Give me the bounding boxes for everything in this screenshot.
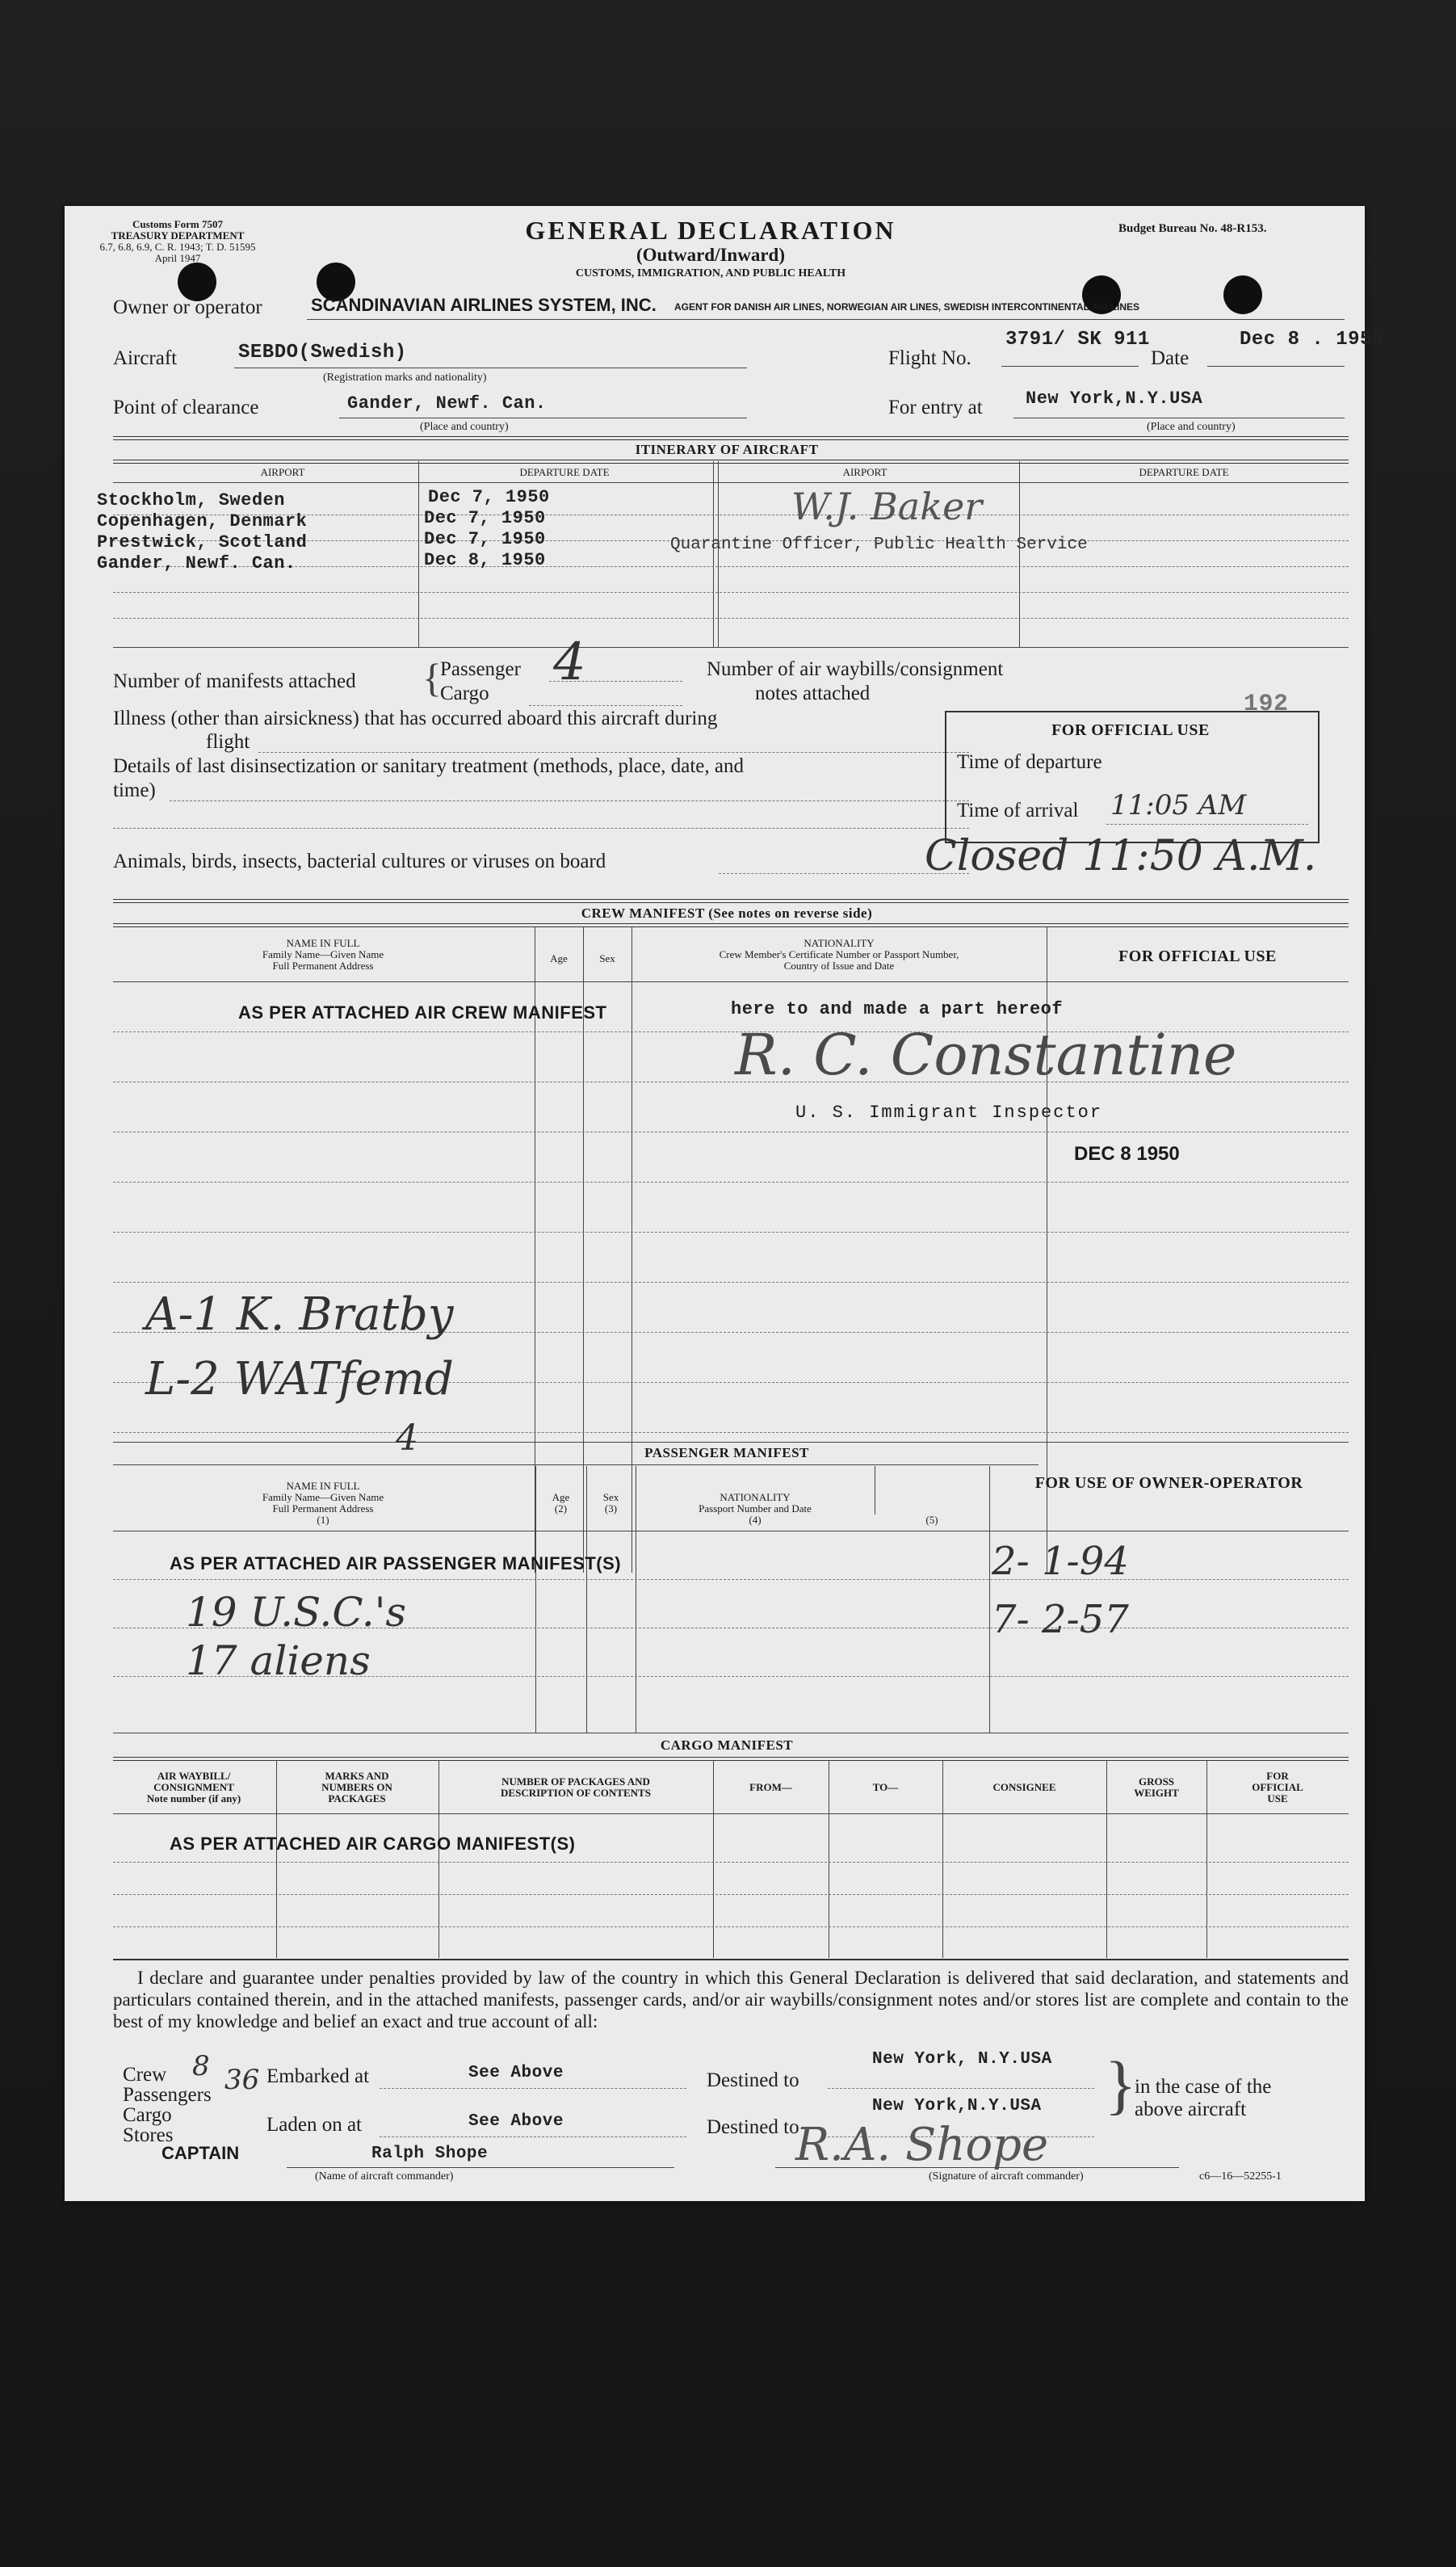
cargo-col-from: FROM—	[749, 1781, 792, 1793]
manifests-label: Number of manifests attached	[113, 670, 356, 692]
passenger-as-per: AS PER ATTACHED AIR PASSENGER MANIFEST(S)	[170, 1553, 622, 1573]
general-declaration-form	[65, 206, 1384, 2201]
declaration-text: I declare and guarantee under penalties provided by law of the country in which this General Declaration is delivered that said declaration, and statements and particulars contained therein, and in the attached manifests, passenger cards, and/or air waybills/consignment notes and/or stores list are complete and contain to the best of my knowledge and belief an exact and true account of all:	[113, 1968, 1349, 2031]
itinerary-airport: Copenhagen, Denmark	[97, 511, 308, 531]
crew-label: Crew	[123, 2064, 167, 2086]
passenger-col-5: (5)	[925, 1514, 938, 1526]
itinerary-date: Dec 7, 1950	[428, 487, 550, 507]
rule	[113, 1579, 1349, 1580]
aircraft-note: (Registration marks and nationality)	[323, 372, 487, 384]
rule	[113, 981, 1349, 982]
crew-col-name: NAME IN FULL Family Name—Given Name Full Permanent Address	[262, 937, 384, 972]
arrival-time-value: 11:05 AM	[1110, 789, 1247, 821]
rule	[113, 1894, 1349, 1895]
passenger-col-name: NAME IN FULL Family Name—Given Name Full Permanent Address (1)	[262, 1480, 384, 1526]
rule	[713, 461, 714, 647]
stamp-number: 192	[1244, 691, 1289, 718]
rule	[113, 460, 1349, 464]
passenger-handwritten-aliens: 17 aliens	[186, 1637, 371, 1684]
form-subtitle: (Outward/Inward)	[636, 245, 785, 265]
destined-value-1: New York, N.Y.USA	[872, 2050, 1052, 2069]
time-departure-label: Time of departure	[957, 751, 1102, 773]
animals-label: Animals, birds, insects, bacterial cultures or viruses on board	[113, 851, 606, 872]
brace: {	[422, 655, 442, 700]
inspector-signature: R. C. Constantine	[735, 1022, 1237, 1088]
rule	[380, 2088, 686, 2089]
cargo-label: Cargo	[123, 2104, 172, 2126]
time-arrival-label: Time of arrival	[957, 800, 1079, 821]
cargo-col-waybill: AIR WAYBILL/ CONSIGNMENT Note number (if any)	[146, 1770, 241, 1804]
passenger-col-sex: Sex (3)	[602, 1491, 619, 1515]
aircraft-label: Aircraft	[113, 347, 178, 369]
embarked-value: See Above	[468, 2064, 564, 2082]
itinerary-date: Dec 7, 1950	[424, 529, 546, 549]
cargo-as-per: AS PER ATTACHED AIR CARGO MANIFEST(S)	[170, 1834, 576, 1854]
destined-label: Destined to	[707, 2069, 799, 2091]
disinsect-label-2: time)	[113, 779, 156, 801]
passenger-count: 4	[553, 632, 586, 692]
rule	[113, 1031, 1349, 1032]
rule	[583, 926, 584, 1573]
official-use-title: FOR OFFICIAL USE	[1051, 721, 1210, 739]
rule	[287, 2167, 674, 2168]
cargo-col-to: TO—	[872, 1781, 899, 1793]
waybills-label: Number of air waybills/consignment	[707, 658, 1004, 680]
aircraft-value: SEBDO(Swedish)	[238, 342, 407, 363]
itinerary-col-airport-2: AIRPORT	[842, 466, 887, 478]
rule	[113, 1182, 1349, 1183]
crew-col-official-use: FOR OFFICIAL USE	[1118, 947, 1277, 965]
itinerary-airport: Stockholm, Sweden	[97, 490, 285, 510]
itinerary-title: ITINERARY OF AIRCRAFT	[635, 442, 819, 457]
rule	[631, 926, 632, 1573]
clearance-place-note: (Place and country)	[420, 421, 509, 433]
rule	[775, 2167, 1179, 2168]
rule	[113, 618, 1349, 619]
treasury-department: TREASURY DEPARTMENT	[111, 229, 245, 242]
cargo-col-gross-weight: GROSS WEIGHT	[1134, 1775, 1179, 1799]
rule	[1207, 366, 1345, 367]
entry-label: For entry at	[888, 397, 983, 418]
captain-label: CAPTAIN	[162, 2143, 240, 2163]
rule	[113, 1926, 1349, 1927]
owner-agent: AGENT FOR DANISH AIR LINES, NORWEGIAN AIR LINES, SWEDISH INTERCONTINENTAL AIR LINES	[674, 301, 1140, 313]
rule	[113, 1757, 1349, 1761]
rule	[113, 1813, 1349, 1814]
passengers-label: Passengers	[123, 2084, 212, 2106]
brace: }	[1105, 2048, 1137, 2121]
rule	[113, 1442, 1349, 1443]
illness-label: Illness (other than airsickness) that has occurred aboard this aircraft during	[113, 708, 718, 729]
cargo-col-packages: NUMBER OF PACKAGES AND DESCRIPTION OF CONTENTS	[501, 1775, 651, 1799]
embarked-label: Embarked at	[266, 2065, 370, 2087]
rule	[113, 482, 1349, 483]
destined-value-2: New York,N.Y.USA	[872, 2097, 1042, 2115]
rule	[258, 752, 969, 753]
crew-col-age: Age	[550, 952, 568, 964]
quarantine-signature: W.J. Baker	[791, 485, 983, 528]
rule	[1001, 366, 1139, 367]
cargo-label: Cargo	[440, 683, 489, 704]
rule	[113, 1432, 1349, 1433]
rule	[718, 461, 719, 647]
rule	[989, 1466, 990, 1733]
stores-label: Stores	[123, 2124, 174, 2146]
rule	[529, 705, 682, 706]
rule	[113, 592, 1349, 593]
passenger-col-owner-operator: FOR USE OF OWNER-OPERATOR	[1034, 1474, 1303, 1492]
form-date: April 1947	[154, 252, 201, 264]
quarantine-officer: Quarantine Officer, Public Health Service	[670, 536, 1088, 554]
crew-handwritten-1: A-1 K. Bratby	[145, 1288, 454, 1341]
itinerary-date: Dec 7, 1950	[424, 508, 546, 528]
cargo-col-consignee: CONSIGNEE	[992, 1781, 1056, 1793]
entry-place-note: (Place and country)	[1147, 421, 1236, 433]
owner-handwritten-1: 2- 1-94	[992, 1539, 1129, 1584]
date-value: Dec 8 . 1950	[1240, 329, 1384, 351]
owner-value: SCANDINAVIAN AIRLINES SYSTEM, INC.	[311, 295, 657, 315]
laden-label: Laden on at	[266, 2114, 363, 2136]
signature-note: (Signature of aircraft commander)	[929, 2170, 1084, 2183]
in-case-label: in the case of the	[1135, 2076, 1272, 2098]
cargo-col-marks: MARKS AND NUMBERS ON PACKAGES	[321, 1770, 392, 1804]
print-code: c6—16—52255-1	[1199, 2170, 1282, 2183]
rule	[113, 436, 1349, 440]
owner-label: Owner or operator	[113, 296, 262, 318]
crew-attached-text: here to and made a part hereof	[731, 999, 1064, 1019]
form-arts: 6.7, 6.8, 6.9, C. R. 1943; T. D. 51595	[99, 241, 256, 253]
flight-value: 3791/ SK 911	[1005, 329, 1150, 351]
itinerary-airport: Gander, Newf. Can.	[97, 553, 296, 573]
laden-value: See Above	[468, 2112, 564, 2131]
passenger-handwritten-count: 4	[396, 1418, 418, 1459]
clearance-value: Gander, Newf. Can.	[347, 393, 547, 414]
illness-label-2: flight	[206, 731, 250, 753]
rule	[113, 923, 1349, 927]
cargo-col-official-use: FOR OFFICIAL USE	[1252, 1770, 1303, 1804]
name-note: (Name of aircraft commander)	[315, 2170, 454, 2183]
rule	[113, 1232, 1349, 1233]
captain-signature: R.A. Shope	[795, 2119, 1049, 2171]
budget-bureau: Budget Bureau No. 48-R153.	[1118, 222, 1267, 235]
rule	[113, 1959, 1349, 1960]
punch-hole	[1223, 275, 1262, 314]
rule	[1106, 824, 1308, 825]
rule	[113, 566, 1349, 567]
rule	[828, 2088, 1094, 2089]
itinerary-col-departure-2: DEPARTURE DATE	[1139, 466, 1229, 478]
passenger-col-age: Age (2)	[552, 1491, 570, 1515]
passenger-manifest-title: PASSENGER MANIFEST	[644, 1445, 809, 1460]
rule	[307, 319, 1345, 320]
rule	[113, 1464, 1039, 1465]
rule	[549, 681, 682, 682]
rule	[113, 1282, 1349, 1283]
crew-handwritten-2: L-2 WATfemd	[145, 1353, 454, 1405]
inspector-title: U. S. Immigrant Inspector	[795, 1103, 1103, 1123]
rule	[113, 647, 1349, 648]
itinerary-airport: Prestwick, Scotland	[97, 532, 308, 552]
rule	[170, 800, 969, 801]
destined-label-2: Destined to	[707, 2116, 799, 2138]
itinerary-date: Dec 8, 1950	[424, 550, 546, 570]
itinerary-col-airport: AIRPORT	[260, 466, 305, 478]
rule	[380, 2136, 686, 2137]
passenger-col-nationality: NATIONALITY Passport Number and Date (4)	[699, 1491, 812, 1526]
crew-col-nationality: NATIONALITY Crew Member's Certificate Number or Passport Number, Country of Issue and Date	[719, 937, 959, 972]
entry-value: New York,N.Y.USA	[1026, 389, 1203, 409]
rule	[418, 461, 419, 647]
disinsect-label: Details of last disinsectization or sanitary treatment (methods, place, date, and	[113, 755, 744, 777]
customs-form-number: Customs Form 7507	[132, 218, 223, 230]
cargo-manifest-title: CARGO MANIFEST	[660, 1737, 794, 1753]
form-title: GENERAL DECLARATION	[525, 216, 896, 245]
rule	[1019, 461, 1020, 647]
clearance-label: Point of clearance	[113, 397, 259, 418]
passenger-handwritten-citizens: 19 U.S.C.'s	[186, 1589, 407, 1636]
rule	[113, 1862, 1349, 1863]
itinerary-col-departure: DEPARTURE DATE	[519, 466, 610, 478]
flight-label: Flight No.	[888, 347, 971, 369]
above-aircraft-label: above aircraft	[1135, 2099, 1247, 2120]
crew-count-handwritten: 8	[192, 2050, 210, 2082]
inspector-stamp-date: DEC 8 1950	[1074, 1143, 1180, 1165]
owner-handwritten-2: 7- 2-57	[992, 1597, 1129, 1642]
punch-hole	[178, 263, 216, 301]
crew-manifest-title: CREW MANIFEST (See notes on reverse side)	[581, 905, 873, 921]
rule	[113, 899, 1349, 903]
date-label: Date	[1151, 347, 1190, 369]
closed-time-value: Closed 11:50 A.M.	[925, 832, 1317, 880]
crew-as-per: AS PER ATTACHED AIR CREW MANIFEST	[238, 1002, 607, 1023]
form-agencies: CUSTOMS, IMMIGRATION, AND PUBLIC HEALTH	[575, 267, 846, 279]
captain-name: Ralph Shope	[371, 2145, 489, 2163]
passenger-label: Passenger	[440, 658, 521, 680]
waybills-label-2: notes attached	[755, 683, 871, 704]
passenger-count-handwritten: 36	[224, 2064, 260, 2096]
crew-col-sex: Sex	[599, 952, 615, 964]
rule	[113, 828, 969, 829]
